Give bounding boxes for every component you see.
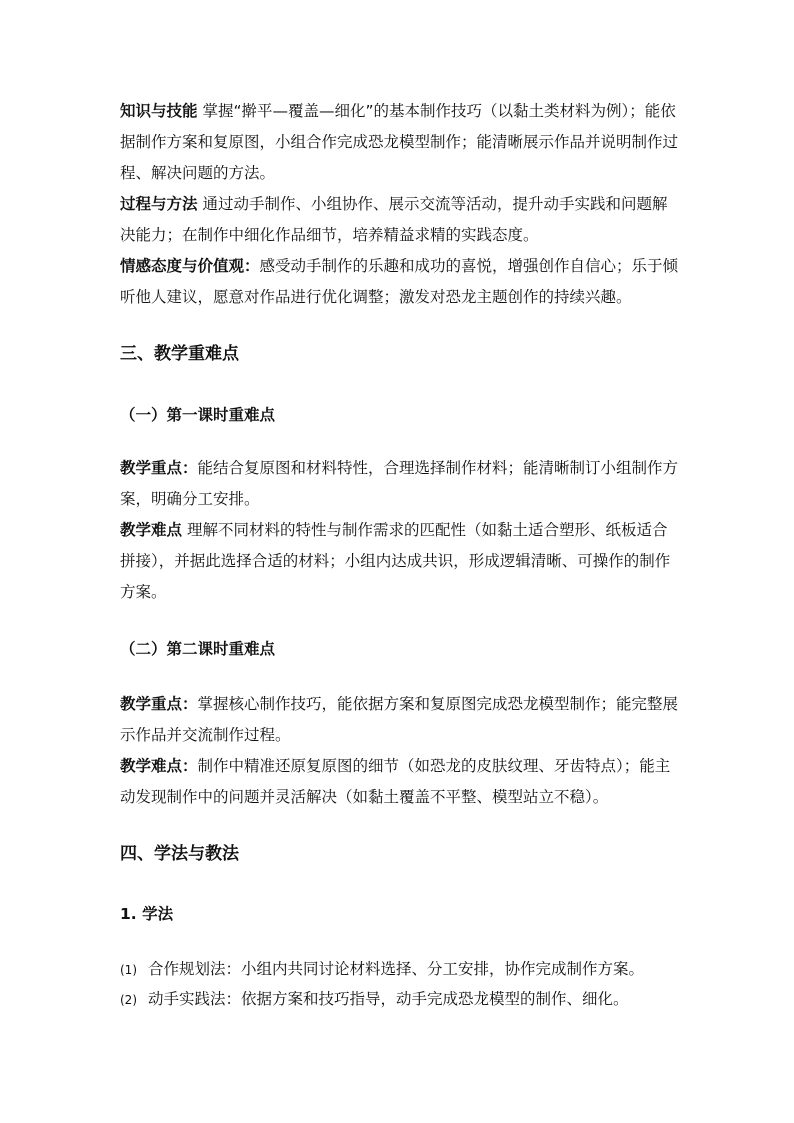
list-item-number: (1) xyxy=(120,963,137,977)
sub1-key-point xyxy=(120,453,680,515)
objective-emotion xyxy=(120,251,680,313)
objective-knowledge-label: 知识与技能 xyxy=(120,102,198,120)
section4-heading: 四、学法与教法 xyxy=(120,844,239,864)
section3-sub1-block xyxy=(120,453,680,608)
sub2-diff-text: 制作中精准还原复原图的细节（如恐龙的皮肤纹理、牙齿特点）；能主动发现制作中的问题并灵活解决（如黏土覆盖不平整、模型站立不稳）。 xyxy=(120,757,671,806)
section3-sub2-block xyxy=(120,689,680,813)
objective-process-text: 通过动手制作、小组协作、展示交流等活动，提升动手实践和问题解决能力；在制作中细化作品细节，培养精益求精的实践态度。 xyxy=(120,195,668,244)
section3-sub1-heading: （一）第一课时重难点 xyxy=(120,406,276,424)
objective-emotion-text: 感受动手制作的乐趣和成功的喜悦，增强创作自信心；乐于倾听他人建议，愿意对作品进行优化调整；激发对恐龙主题创作的持续兴趣。 xyxy=(120,257,679,306)
sub2-diff-label: 教学难点： xyxy=(120,757,198,775)
sub2-key-label: 教学重点： xyxy=(120,695,198,713)
list-item xyxy=(120,987,629,1012)
objective-process-label: 过程与方法 xyxy=(120,195,198,213)
sub1-difficulty xyxy=(120,515,680,608)
sub1-diff-text: 理解不同材料的特性与制作需求的匹配性（如黏土适合塑形、纸板适合拼接），并据此选择合适的材料；小组内达成共识，形成逻辑清晰、可操作的制作方案。 xyxy=(120,521,671,601)
list-item-number: (2) xyxy=(120,993,137,1007)
objective-emotion-label: 情感态度与价值观： xyxy=(120,257,260,275)
sub1-key-text: 能结合复原图和材料特性，合理选择制作材料；能清晰制订小组制作方案，明确分工安排。 xyxy=(120,459,679,508)
list-item-text: 合作规划法：小组内共同讨论材料选择、分工安排，协作完成制作方案。 xyxy=(148,960,645,978)
sub2-key-point xyxy=(120,689,680,751)
sub1-key-label: 教学重点： xyxy=(120,459,198,477)
sub1-diff-label: 教学难点 xyxy=(120,521,183,539)
objective-knowledge xyxy=(120,96,680,189)
objective-process xyxy=(120,189,680,251)
section4-sub1-heading: 1. 学法 xyxy=(120,905,174,923)
section3-sub2-heading: （二）第二课时重难点 xyxy=(120,640,276,658)
sub2-difficulty xyxy=(120,751,680,813)
sub2-key-text: 掌握核心制作技巧，能依据方案和复原图完成恐龙模型制作；能完整展示作品并交流制作过程。 xyxy=(120,695,679,744)
section3-heading: 三、教学重难点 xyxy=(120,344,239,364)
list-item xyxy=(120,957,644,982)
list-item-text: 动手实践法：依据方案和技巧指导，动手完成恐龙模型的制作、细化。 xyxy=(148,990,629,1008)
objective-knowledge-text: 掌握“擀平—覆盖—细化”的基本制作技巧（以黏土类材料为例）；能依据制作方案和复原图，小组合作完成恐龙模型制作；能清晰展示作品并说明制作过程、解决问题的方法。 xyxy=(120,102,679,182)
objectives-block xyxy=(120,96,680,313)
